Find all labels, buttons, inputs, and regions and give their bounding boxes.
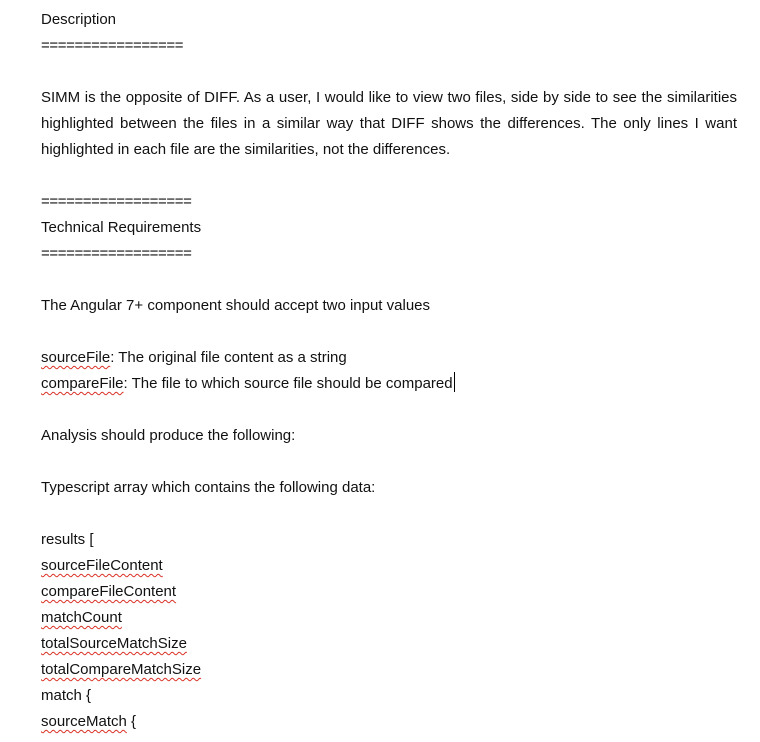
spelling-error-source-match[interactable]: sourceMatch xyxy=(41,713,127,730)
component-line: The Angular 7+ component should accept two input values xyxy=(41,297,431,314)
field-match-count xyxy=(41,605,737,631)
input-source-file-text: : The original file content as a string xyxy=(110,349,347,366)
blank-line xyxy=(41,319,737,345)
document-page[interactable] xyxy=(41,7,737,735)
description-rule: ================= xyxy=(41,37,184,54)
blank-line xyxy=(41,59,737,85)
input-compare-file xyxy=(41,371,737,397)
spelling-error-source-file[interactable]: sourceFile xyxy=(41,349,111,366)
spelling-error-field[interactable]: compareFileContent xyxy=(41,583,177,600)
results-open: results [ xyxy=(41,531,94,548)
spelling-error-compare-file[interactable]: compareFile xyxy=(41,375,124,392)
description-paragraph: SIMM is the opposite of DIFF. As a user, I would like to view two files, side by side to see the similarities highlighted between the files in a similar way that DIFF shows the differences. The only lines I want highlighted in each file are the similarities, not the differences. xyxy=(41,89,737,158)
spelling-error-field[interactable]: sourceFileContent xyxy=(41,557,163,574)
field-source-file-content xyxy=(41,553,737,579)
source-match-line xyxy=(41,709,737,735)
blank-line xyxy=(41,397,737,423)
spelling-error-field[interactable]: totalCompareMatchSize xyxy=(41,661,202,678)
tech-heading: Technical Requirements xyxy=(41,219,202,236)
spelling-error-field[interactable]: matchCount xyxy=(41,609,122,626)
input-compare-file-text: : The file to which source file should be compared xyxy=(123,375,453,392)
field-compare-file-content xyxy=(41,579,737,605)
source-match-brace: { xyxy=(126,713,137,730)
field-total-source-match-size xyxy=(41,631,737,657)
spelling-error-field[interactable]: totalSourceMatchSize xyxy=(41,635,187,652)
field-total-compare-match-size xyxy=(41,657,737,683)
match-open: match { xyxy=(41,687,92,704)
tech-rule-top: ================== xyxy=(41,193,192,210)
analysis-line: Analysis should produce the following: xyxy=(41,427,296,444)
tech-rule-bottom: ================== xyxy=(41,245,192,262)
blank-line xyxy=(41,449,737,475)
typescript-line: Typescript array which contains the following data: xyxy=(41,479,376,496)
blank-line xyxy=(41,501,737,527)
blank-line xyxy=(41,163,737,189)
text-cursor xyxy=(454,372,455,392)
description-heading: Description xyxy=(41,11,117,28)
input-source-file xyxy=(41,345,737,371)
blank-line xyxy=(41,267,737,293)
